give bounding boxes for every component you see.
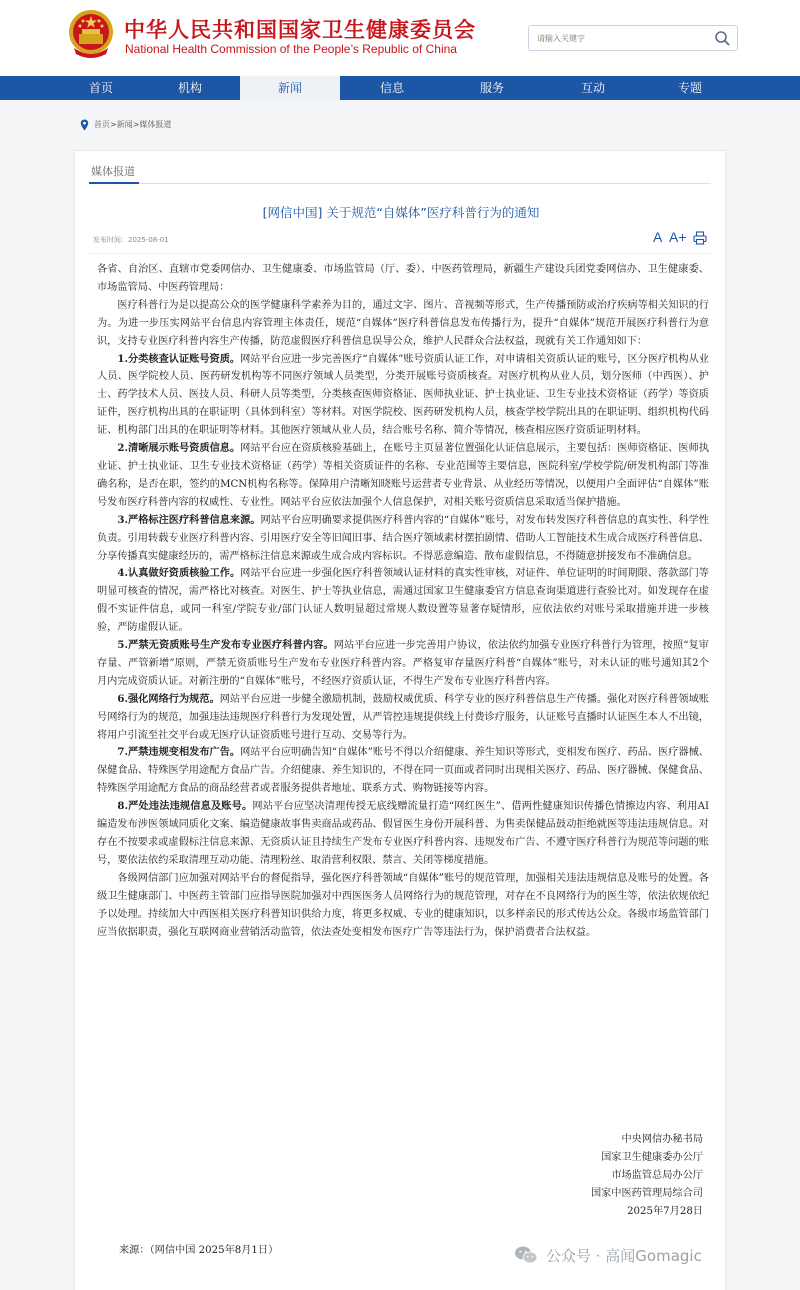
location-pin-icon: [80, 119, 89, 131]
article-paragraph: 5.严禁无资质账号生产发布专业医疗科普内容。网站平台应进一步完善用户协议，依法依约加强专业医疗科普行为管理，按照“复审存量、严管新增”原则，严禁无资质账号生产发布专业医疗科普内容。严格复审存量医疗科普“自媒体”账号，对未认证的账号通知其2个月内完成资质认证。对新注册的“自媒体”账号，不经医疗资质认证，不得生产发布专业医疗科普内容。: [97, 639, 709, 687]
meta-divider: [89, 253, 711, 254]
breadcrumb-path[interactable]: 首页>新闻>媒体报道: [94, 120, 172, 129]
signature-line: 中央网信办秘书局: [621, 1134, 703, 1145]
article-panel: [74, 150, 726, 1290]
paragraph-lead: 8.严处违法违规信息及账号。: [117, 800, 253, 813]
paragraph-lead: 5.严禁无资质账号生产发布专业医疗科普内容。: [117, 639, 334, 652]
nav-item-news[interactable]: 新闻: [240, 76, 340, 100]
article-paragraph: 1.分类核查认证账号资质。网站平台应进一步完善医疗“自媒体”账号资质认证工作，对申请相关资质认证的账号，区分医疗机构从业人员、医学院校人员、医药研发机构等不同医疗领域人员类型，分类开展账号资质核查。对医疗机构从业人员，划分医师（中西医）、护士、药学技术人员、医技人员、科研人员等类型，分类核查医师资格证、医师执业证、护士执业证、卫生专业技术资格证（药学）等资质证件，医疗机构出具的在职证明（具体到科室）等材料。对医学院校、医药研发机构人员，核查学校学院出具的在职证明、组织机构代码证、机构部门出具的在职证明等材料。其他医疗领域从业人员，结合账号名称、简介等情况，核查相应医疗资质证明材料。: [97, 352, 709, 437]
signature-date: 2025年7月28日: [627, 1206, 703, 1217]
section-divider-accent: [89, 182, 139, 184]
signature-block: [503, 1131, 703, 1221]
font-larger-button[interactable]: A+: [669, 229, 687, 245]
search-icon[interactable]: [714, 30, 731, 47]
paragraph-lead: 1.分类核查认证账号资质。: [117, 352, 241, 365]
signature-line: 国家中医药管理局综合司: [590, 1188, 703, 1199]
paragraph-lead: 7.严禁违规变相发布广告。: [117, 746, 241, 759]
paragraph-lead: 4.认真做好资质核验工作。: [117, 567, 241, 580]
publish-date: 发布时间：2025-08-01: [93, 236, 169, 244]
article-source: 来源：（网信中国 2025年8月1日）: [119, 1245, 279, 1256]
article-body: [97, 261, 709, 941]
font-tools: [653, 229, 713, 247]
paragraph-lead: 3.严格标注医疗科普信息来源。: [117, 513, 261, 526]
article-paragraph: 7.严禁违规变相发布广告。网站平台应明确告知“自媒体”账号不得以介绍健康、养生知识等形式，变相发布医疗、药品、医疗器械、保健食品、特殊医学用途配方食品广告。介绍健康、养生知识的，不得在同一页面或者同时出现相关医疗、药品、医疗器械、保健食品、特殊医学用途配方食品的商品经营者或者服务提供者地址、联系方式、购物链接等内容。: [97, 746, 709, 795]
nav-item-topics[interactable]: 专题: [677, 81, 702, 95]
signature-line: 国家卫生健康委办公厅: [601, 1152, 703, 1163]
section-title: 媒体报道: [91, 165, 135, 178]
watermark-text: 公众号 · 高闻Gomagic: [546, 1247, 702, 1265]
paragraph-lead: 6.强化网络行为规范。: [117, 692, 220, 705]
nav-item-services[interactable]: 服务: [479, 81, 504, 95]
article-paragraph: 4.认真做好资质核验工作。网站平台应进一步强化医疗科普领域认证材料的真实性审核，对证件、单位证明的时间期限、落款部门等明显可核查的情况，需严格比对核查。对医生、护士等执业信息，需通过国家卫生健康委官方信息查询渠道进行查验比对。如发现存在虚假不实证件信息，或同一科室/学院专业/部门认证人数明显超过常规人数设置等显著存疑情形，应依法依约对账号采取措施并进一步核验，严防虚假认证。: [97, 567, 709, 634]
nav-item-information[interactable]: 信息: [379, 81, 404, 95]
search-input[interactable]: [537, 31, 707, 46]
article-title: [网信中国] 关于规范“自媒体”医疗科普行为的通知: [262, 205, 540, 220]
nav-item-organization[interactable]: 机构: [177, 81, 202, 95]
search-box: [528, 25, 738, 51]
article-paragraph: 各省、自治区、直辖市党委网信办、卫生健康委、市场监管局（厅、委）、中医药管理局，新疆生产建设兵团党委网信办、卫生健康委、市场监管局、中医药管理局：: [97, 264, 709, 293]
font-normal-button[interactable]: A: [653, 229, 663, 245]
article-paragraph: 各级网信部门应加强对网站平台的督促指导，强化医疗科普领域“自媒体”账号的规范管理，加强相关违法违规信息及账号的处置。各级卫生健康部门、中医药主管部门应指导医院加强对中西医医务人员网络行为的规范管理，对存在不良网络行为的医生等，依法依规依纪予以处理。持续加大中西医相关医疗科普知识供给力度，将更多权威、专业的健康知识，以多样亲民的形式传达公众。各级市场监管部门应当依据职责，强化互联网商业营销活动监管，依法查处变相发布医疗广告等违法行为，保护消费者合法权益。: [97, 872, 709, 938]
section-divider: [89, 183, 711, 184]
article-paragraph: 3.严格标注医疗科普信息来源。网站平台应明确要求提供医疗科普内容的“自媒体”账号，对发布转发医疗科普信息的真实性、科学性负责。引用转载专业医疗科普内容、引用医疗安全等旧闻旧事、结合医疗领域素材摆拍剧情、借助人工智能技术生成合成医疗科普信息、分享传播真实健康经历的，需严格标注信息来源或生成合成内容标识。不得恶意编造、散布虚假信息，不得随意拼接发布不准确信息。: [97, 513, 709, 562]
article-paragraph: 8.严处违法违规信息及账号。网站平台应坚决清理传授无底线赠流量打造“网红医生”、借两性健康知识传播色情擦边内容、利用AI编造发布涉医领域同质化文案、编造健康故事售卖商品或药品、假冒医生身份开展科普、为售卖保健品鼓动拒绝就医等违法违规信息。对存在不按要求或虚假标注信息来源、无资质认证且持续生产发布专业医疗科普内容、违规发布广告、不遵守医疗科普行为规范等问题的账号，要依法依约采取清理互动功能、清理粉丝、取消营利权限、禁言、关闭等梯度措施。: [97, 800, 709, 866]
article-paragraph: 2.清晰展示账号资质信息。网站平台应在资质核验基础上，在账号主页显著位置强化认证信息展示，主要包括：医师资格证、医师执业证、护士执业证、卫生专业技术资格证（药学）等相关资质证件的名称、专业范围等主要信息，医院科室/学校学院/研发机构部门等准确名称，是否在职，签约的MCN机构名称等。保障用户清晰知晓账号运营者专业背景、从业经历等情况，以便用户全面评估“自媒体”账号发布医疗科普内容的权威性、专业性。网站平台应依法加强个人信息保护，对相关账号资质信息采取适当保护措施。: [97, 442, 709, 508]
article-paragraph: 6.强化网络行为规范。网站平台应进一步健全激励机制，鼓励权威优质、科学专业的医疗科普信息生产传播。强化对医疗科普领域账号网络行为的规范，加强违法违规医疗科普行为发现处置，从严管控违规提供线上付费诊疗服务，认证账号直播时认证医生本人不出镜，将用户引流至社交平台或无医疗认证资质账号进行互动、交易等行为。: [97, 692, 709, 741]
main-nav: [0, 76, 800, 100]
paragraph-lead: 2.清晰展示账号资质信息。: [117, 442, 241, 455]
nav-item-home[interactable]: 首页: [88, 81, 113, 95]
signature-line: 市场监管总局办公厅: [611, 1170, 703, 1181]
national-emblem-icon[interactable]: [66, 8, 116, 60]
nav-item-interaction[interactable]: 互动: [580, 81, 605, 95]
site-title[interactable]: 中华人民共和国国家卫生健康委员会: [124, 18, 476, 42]
article-paragraph: 医疗科普行为是以提高公众的医学健康科学素养为目的，通过文字、图片、音视频等形式，生产传播预防或治疗疾病等相关知识的行为。为进一步压实网站平台信息内容管理主体责任，规范“自媒体”医疗科普信息发布传播行为，提升“自媒体”规范开展医疗科普行为意识，支持专业医疗科普内容生产传播，防范虚假医疗科普信息误导公众，维护人民群众合法权益，现就有关工作通知如下：: [97, 299, 709, 347]
wechat-icon: [514, 1245, 538, 1265]
site-header: [0, 0, 800, 76]
print-icon[interactable]: [693, 231, 707, 245]
site-title-english: National Health Commission of the People’s Republic of China: [125, 42, 457, 56]
